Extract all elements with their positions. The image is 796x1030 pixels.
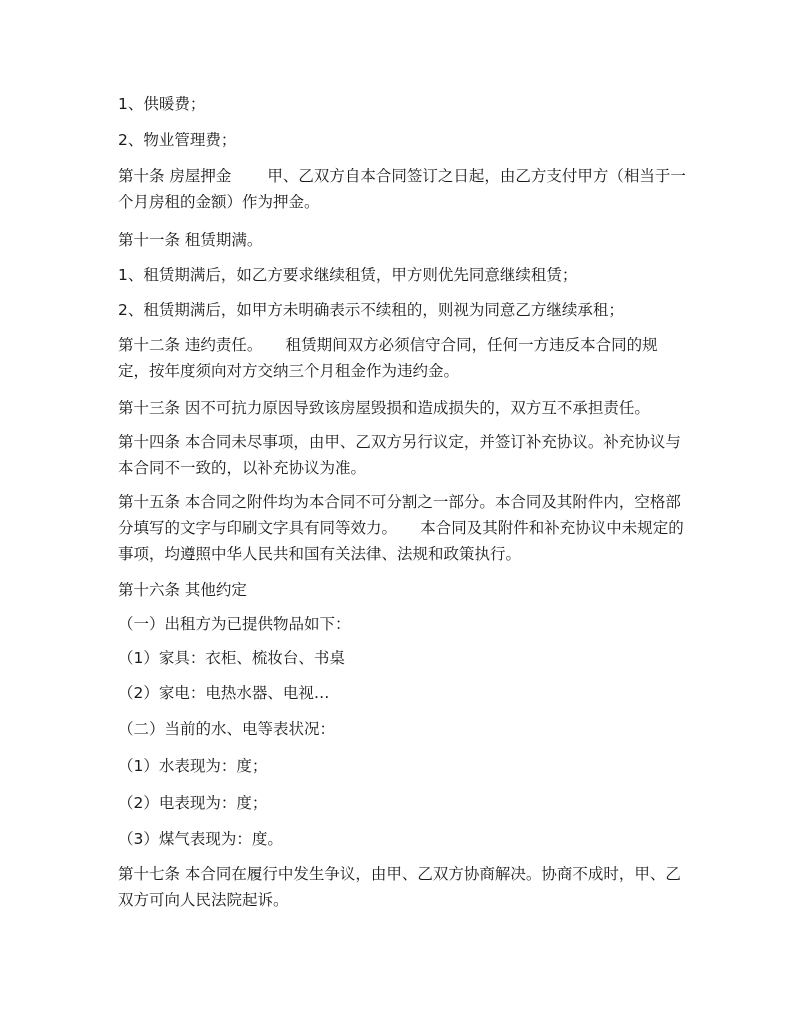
paragraph-furniture: （1）家具：衣柜、梳妆台、书桌 — [118, 649, 345, 667]
paragraph-article-11-expiry: 第十一条 租赁期满。 — [118, 231, 263, 249]
paragraph-expiry-item-1: 1、租赁期满后，如乙方要求继续租赁，甲方则优先同意继续租赁； — [118, 266, 578, 284]
paragraph-article-12-liability: 第十二条 违约责任。 租赁期间双方必须信守合同，任何一方违反本合同的规定，按年度须向对方交纳三个月租金作为违约金。 — [118, 336, 658, 380]
paragraph-expiry-item-2: 2、租赁期满后，如甲方未明确表示不续租的，则视为同意乙方继续承租； — [118, 301, 624, 319]
paragraph-property-fee: 2、物业管理费； — [118, 131, 237, 149]
paragraph-electric-meter: （2）电表现为：度； — [118, 794, 268, 812]
paragraph-article-10-deposit: 第十条 房屋押金 甲、乙双方自本合同签订之日起，由乙方支付甲方（相当于一个月房租的金额）作为押金。 — [118, 167, 686, 211]
paragraph-article-15-annex: 第十五条 本合同之附件均为本合同不可分割之一部分。本合同及其附件内，空格部分填写的文字与印刷文字具有同等效力。 本合同及其附件和补充协议中未规定的事项，均遵照中华人民共和国有关法律、法规和政策执行。 — [118, 493, 684, 563]
paragraph-items-provided: （一）出租方为已提供物品如下： — [118, 615, 351, 633]
paragraph-meter-status: （二）当前的水、电等表状况： — [118, 720, 336, 738]
paragraph-article-16-other: 第十六条 其他约定 — [118, 581, 247, 599]
paragraph-article-17-dispute: 第十七条 本合同在履行中发生争议，由甲、乙双方协商解决。协商不成时，甲、乙双方可向人民法院起诉。 — [118, 865, 681, 909]
paragraph-article-13-force: 第十三条 因不可抗力原因导致该房屋毁损和造成损失的，双方互不承担责任。 — [118, 399, 650, 417]
paragraph-heating-fee: 1、供暖费； — [118, 95, 206, 113]
paragraph-article-14-supplement: 第十四条 本合同未尽事项，由甲、乙双方另行议定，并签订补充协议。补充协议与本合同不一致的，以补充协议为准。 — [118, 433, 681, 477]
paragraph-appliances: （2）家电：电热水器、电视… — [118, 684, 330, 702]
paragraph-gas-meter: （3）煤气表现为：度。 — [118, 830, 283, 848]
paragraph-water-meter: （1）水表现为：度； — [118, 757, 268, 775]
